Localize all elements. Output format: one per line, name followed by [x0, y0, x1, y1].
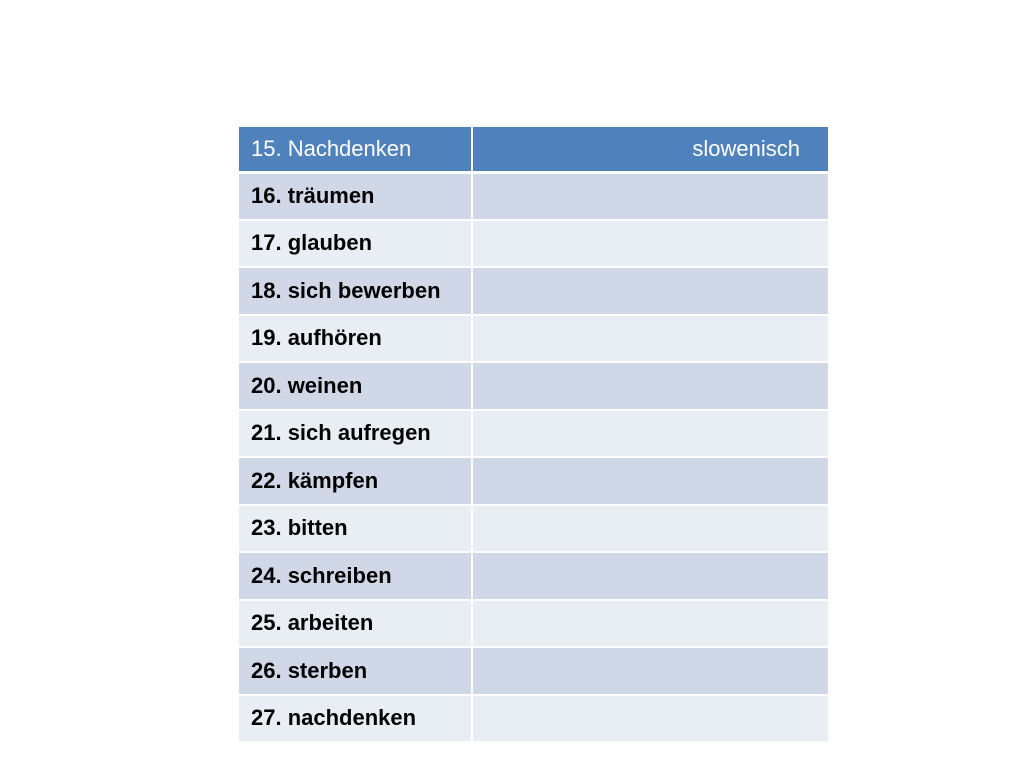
german-word-cell: 22. kämpfen [238, 457, 472, 505]
german-word-cell: 25. arbeiten [238, 600, 472, 648]
german-word-cell: 26. sterben [238, 647, 472, 695]
table-row [238, 695, 829, 743]
german-word-cell: 17. glauben [238, 220, 472, 268]
table-row [238, 410, 829, 458]
german-word-cell: 16. träumen [238, 172, 472, 220]
german-word-cell: 18. sich bewerben [238, 267, 472, 315]
translation-cell [472, 362, 829, 410]
table-row [238, 505, 829, 553]
translation-cell [472, 267, 829, 315]
table-header-row [238, 126, 829, 172]
german-word-cell: 23. bitten [238, 505, 472, 553]
translation-cell [472, 647, 829, 695]
translation-cell [472, 457, 829, 505]
german-word-cell: 27. nachdenken [238, 695, 472, 743]
vocabulary-table [237, 125, 830, 743]
translation-cell [472, 695, 829, 743]
table-row [238, 172, 829, 220]
translation-cell [472, 220, 829, 268]
table-row [238, 362, 829, 410]
german-word-cell: 21. sich aufregen [238, 410, 472, 458]
german-word-cell: 24. schreiben [238, 552, 472, 600]
table-row [238, 552, 829, 600]
table-row [238, 315, 829, 363]
translation-cell [472, 410, 829, 458]
table-row [238, 457, 829, 505]
table-row [238, 600, 829, 648]
table-row [238, 647, 829, 695]
translation-cell [472, 315, 829, 363]
table-row [238, 220, 829, 268]
translation-cell [472, 505, 829, 553]
header-slovenian: slowenisch [472, 126, 829, 172]
german-word-cell: 19. aufhören [238, 315, 472, 363]
translation-cell [472, 600, 829, 648]
german-word-cell: 20. weinen [238, 362, 472, 410]
table-row [238, 267, 829, 315]
header-german: 15. Nachdenken [238, 126, 472, 172]
translation-cell [472, 552, 829, 600]
translation-cell [472, 172, 829, 220]
